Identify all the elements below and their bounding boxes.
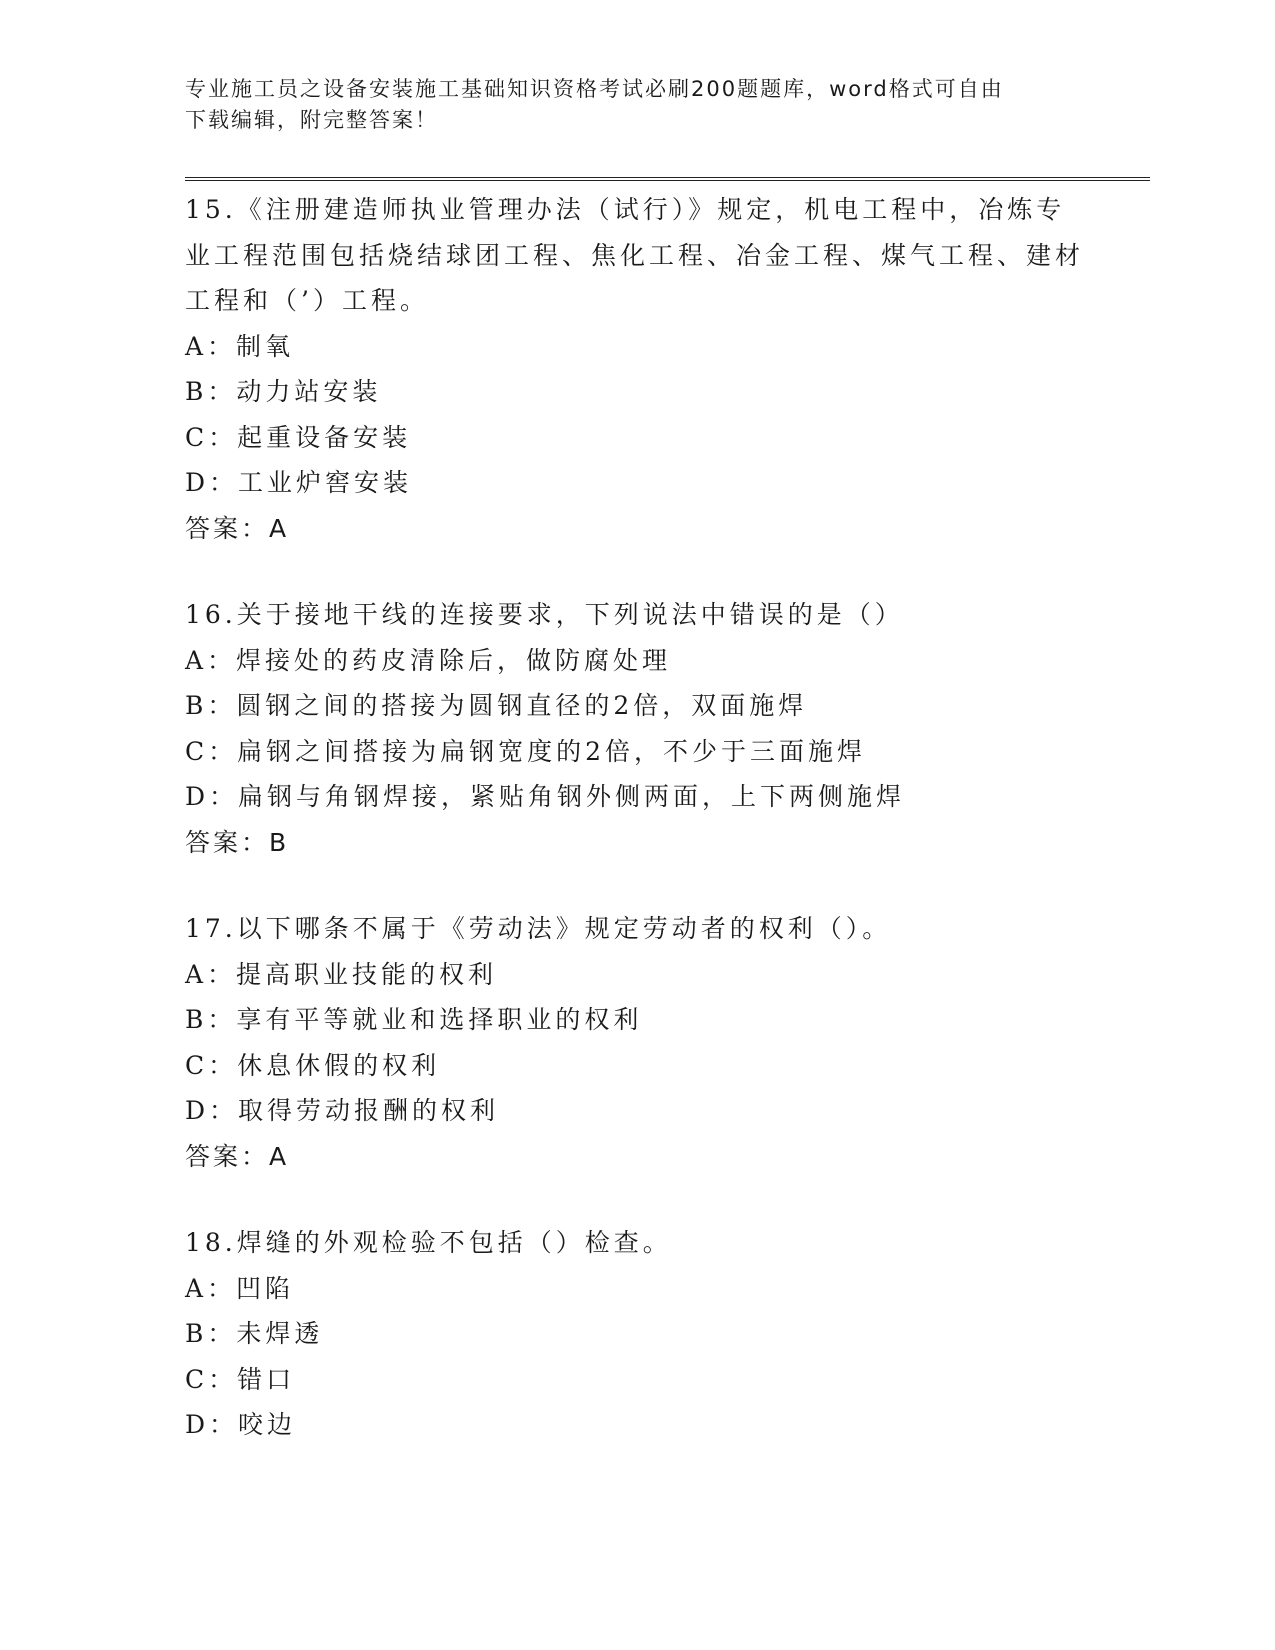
question-17 (185, 906, 1085, 1179)
question-stem: 18.焊缝的外观检验不包括（）检查。 (185, 1228, 672, 1257)
option-c: C：扁钢之间搭接为扁钢宽度的2倍，不少于三面施焊 (185, 736, 867, 766)
question-stem: 17.以下哪条不属于《劳动法》规定劳动者的权利（）。 (185, 914, 892, 943)
option-d: D：咬边 (185, 1410, 297, 1439)
option-b: B：享有平等就业和选择职业的权利 (185, 1005, 643, 1034)
question-15 (185, 187, 1085, 551)
answer-line: 答案：A (185, 513, 290, 543)
option-c: C：起重设备安装 (185, 422, 412, 452)
option-a: A：焊接处的药皮清除后，做防腐处理 (185, 645, 672, 675)
header-line-1: 专业施工员之设备安装施工基础知识资格考试必刷200题题库，word格式可自由 (185, 77, 1004, 101)
question-16 (185, 592, 1085, 865)
option-d: D：取得劳动报酬的权利 (185, 1096, 500, 1125)
question-18 (185, 1220, 1085, 1448)
option-b: B：未焊透 (185, 1319, 324, 1348)
document-header (185, 74, 1085, 136)
option-d: D：扁钢与角钢焊接，紧贴角钢外侧两面，上下两侧施焊 (185, 782, 906, 811)
answer-line: 答案：A (185, 1141, 290, 1171)
option-a: A：提高职业技能的权利 (185, 959, 498, 989)
header-line-2: 下载编辑，附完整答案！ (185, 108, 438, 132)
question-stem: 16.关于接地干线的连接要求，下列说法中错误的是（） (185, 600, 904, 629)
option-a: A：制氧 (185, 331, 295, 361)
option-d: D：工业炉窖安装 (185, 468, 413, 497)
header-double-rule (185, 177, 1150, 181)
question-stem: 15.《注册建造师执业管理办法（试行）》规定，机电工程中，冶炼专业工程范围包括烧结球团工程、焦化工程、冶金工程、煤气工程、建材工程和（’）工程。 (185, 195, 1085, 315)
option-c: C：休息休假的权利 (185, 1050, 441, 1080)
option-a: A：凹陷 (185, 1273, 295, 1303)
option-c: C：错口 (185, 1364, 296, 1394)
option-b: B：动力站安装 (185, 377, 382, 406)
option-b: B：圆钢之间的搭接为圆钢直径的2倍，双面施焊 (185, 691, 808, 720)
answer-line: 答案：B (185, 827, 290, 857)
question-list (185, 187, 1085, 1489)
